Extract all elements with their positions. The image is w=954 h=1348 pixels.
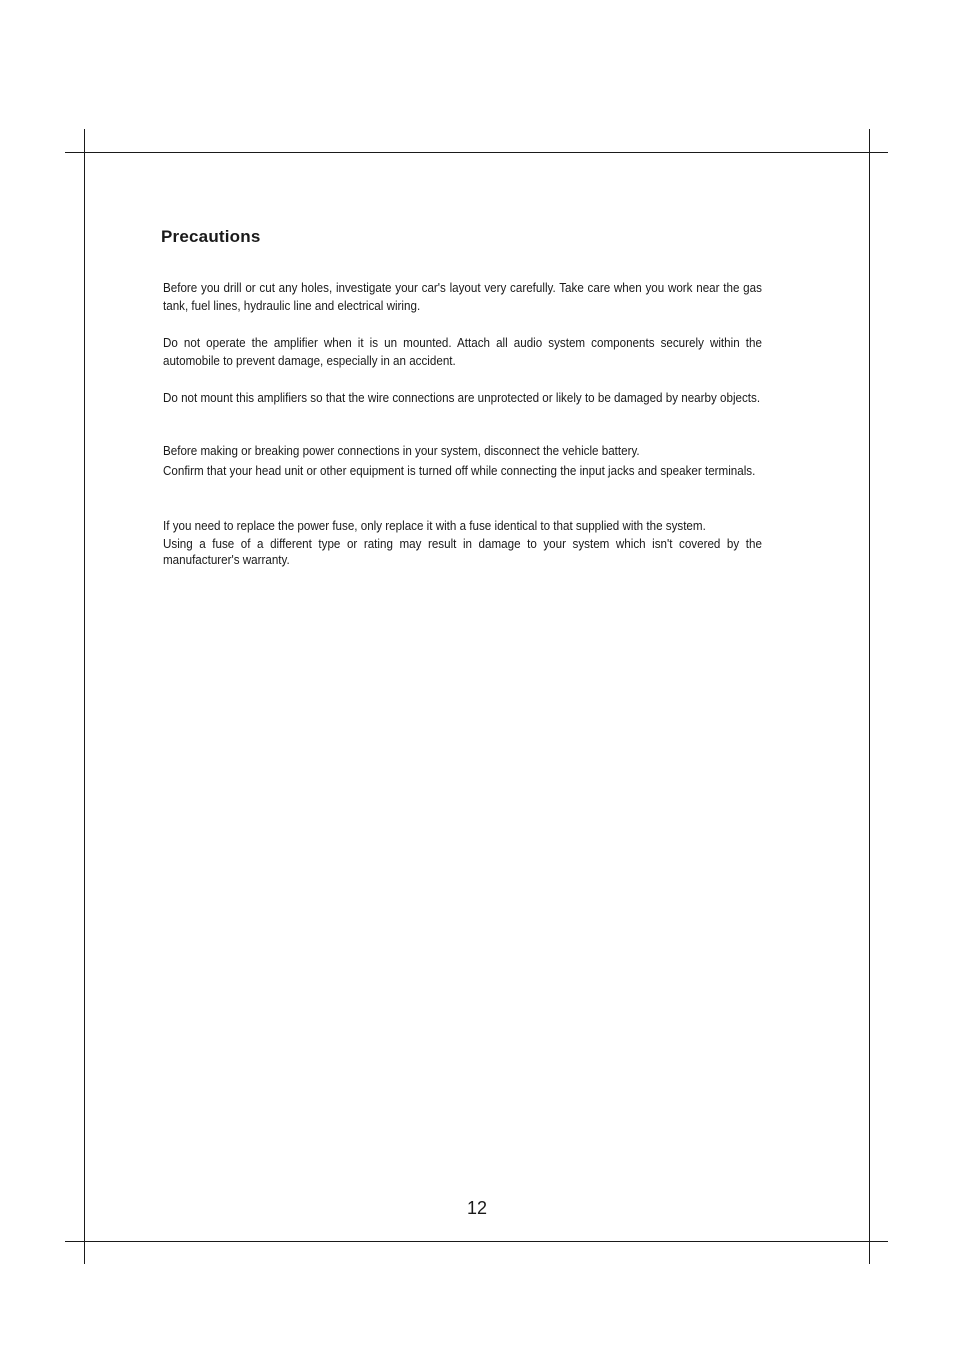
precaution-drilling: Before you drill or cut any holes, investigate your car's layout very carefully. Take care when you work near the gas tank, fuel lines, hydraulic line and electrical wiring. <box>163 281 762 313</box>
precaution-fuse-warranty: Using a fuse of a different type or rating may result in damage to your system which isn't covered by the manufacturer's warranty. <box>163 537 762 567</box>
right-trim-line <box>869 129 870 1264</box>
precaution-wire-connections: Do not mount this amplifiers so that the wire connections are unprotected or likely to be damaged by nearby objects. <box>163 391 761 405</box>
precaution-battery: Before making or breaking power connections in your system, disconnect the vehicle battery. <box>163 444 640 458</box>
page-number: 12 <box>466 1198 488 1218</box>
page-title: Precautions <box>161 227 261 246</box>
left-trim-line <box>84 129 85 1264</box>
precaution-head-unit: Confirm that your head unit or other equipment is turned off while connecting the input jacks and speaker terminals. <box>163 464 756 478</box>
precaution-fuse-replace: If you need to replace the power fuse, only replace it with a fuse identical to that supplied with the system. <box>163 519 706 533</box>
precaution-mounting: Do not operate the amplifier when it is un mounted. Attach all audio system components securely within the automobile to prevent damage, especially in an accident. <box>163 336 762 368</box>
top-trim-line <box>65 152 888 153</box>
bottom-trim-line <box>65 1241 888 1242</box>
